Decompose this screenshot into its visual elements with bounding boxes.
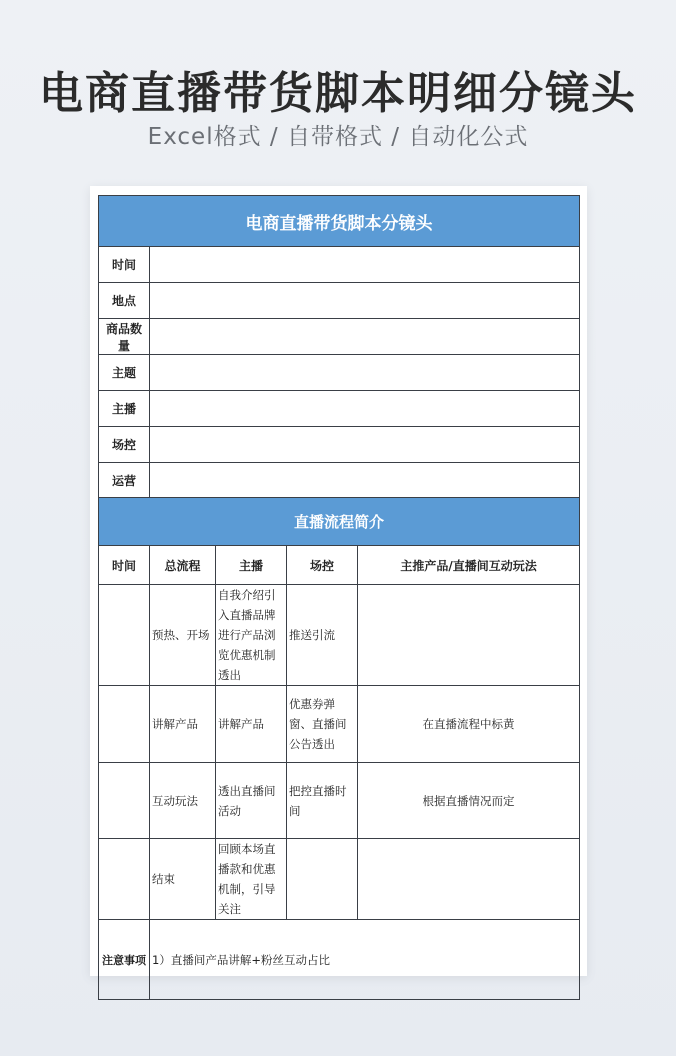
info-value-anchor[interactable] bbox=[150, 391, 580, 427]
flow-control-cell[interactable]: 优惠券弹窗、直播间公告透出 bbox=[287, 686, 358, 763]
info-value-operations[interactable] bbox=[150, 463, 580, 498]
info-value-theme[interactable] bbox=[150, 355, 580, 391]
flow-control-cell[interactable]: 推送引流 bbox=[287, 585, 358, 686]
flow-time-cell[interactable] bbox=[99, 839, 150, 920]
flow-anchor-cell[interactable]: 自我介绍引入直播品牌进行产品浏览优惠机制透出 bbox=[216, 585, 287, 686]
column-header-anchor: 主播 bbox=[216, 546, 287, 585]
page-subtitle: Excel格式 / 自带格式 / 自动化公式 bbox=[147, 124, 529, 150]
flow-stage-cell[interactable]: 结束 bbox=[150, 839, 216, 920]
flow-control-cell[interactable] bbox=[287, 839, 358, 920]
flow-anchor-cell[interactable]: 讲解产品 bbox=[216, 686, 287, 763]
section-header: 直播流程简介 bbox=[99, 498, 580, 546]
column-header-flow: 总流程 bbox=[150, 546, 216, 585]
notes-label: 注意事项 bbox=[99, 920, 150, 1000]
info-value-time[interactable] bbox=[150, 247, 580, 283]
info-label-location: 地点 bbox=[99, 283, 150, 319]
table-row bbox=[99, 839, 580, 920]
column-header-control: 场控 bbox=[287, 546, 358, 585]
flow-anchor-cell[interactable]: 透出直播间活动 bbox=[216, 763, 287, 839]
page-title: 电商直播带货脚本明细分镜头 bbox=[39, 68, 637, 119]
column-header-product: 主推产品/直播间互动玩法 bbox=[358, 546, 580, 585]
info-value-control[interactable] bbox=[150, 427, 580, 463]
info-label-product-count: 商品数量 bbox=[99, 319, 150, 355]
info-label-time: 时间 bbox=[99, 247, 150, 283]
flow-product-cell[interactable]: 在直播流程中标黄 bbox=[358, 686, 580, 763]
column-header-time: 时间 bbox=[99, 546, 150, 585]
flow-product-cell[interactable] bbox=[358, 839, 580, 920]
flow-time-cell[interactable] bbox=[99, 686, 150, 763]
flow-time-cell[interactable] bbox=[99, 763, 150, 839]
info-label-control: 场控 bbox=[99, 427, 150, 463]
flow-stage-cell[interactable]: 互动玩法 bbox=[150, 763, 216, 839]
info-value-product-count[interactable] bbox=[150, 319, 580, 355]
flow-anchor-cell[interactable]: 回顾本场直播款和优惠机制，引导关注 bbox=[216, 839, 287, 920]
info-label-anchor: 主播 bbox=[99, 391, 150, 427]
flow-product-cell[interactable] bbox=[358, 585, 580, 686]
info-value-location[interactable] bbox=[150, 283, 580, 319]
table-row bbox=[99, 763, 580, 839]
spreadsheet-sheet bbox=[90, 186, 587, 976]
info-label-operations: 运营 bbox=[99, 463, 150, 498]
notes-text[interactable]: 1）直播间产品讲解+粉丝互动占比 bbox=[150, 920, 580, 1000]
script-table bbox=[98, 195, 580, 1000]
flow-stage-cell[interactable]: 讲解产品 bbox=[150, 686, 216, 763]
main-header: 电商直播带货脚本分镜头 bbox=[99, 196, 580, 247]
flow-stage-cell[interactable]: 预热、开场 bbox=[150, 585, 216, 686]
flow-control-cell[interactable]: 把控直播时间 bbox=[287, 763, 358, 839]
table-row bbox=[99, 585, 580, 686]
table-row bbox=[99, 686, 580, 763]
flow-time-cell[interactable] bbox=[99, 585, 150, 686]
flow-product-cell[interactable]: 根据直播情况而定 bbox=[358, 763, 580, 839]
info-label-theme: 主题 bbox=[99, 355, 150, 391]
